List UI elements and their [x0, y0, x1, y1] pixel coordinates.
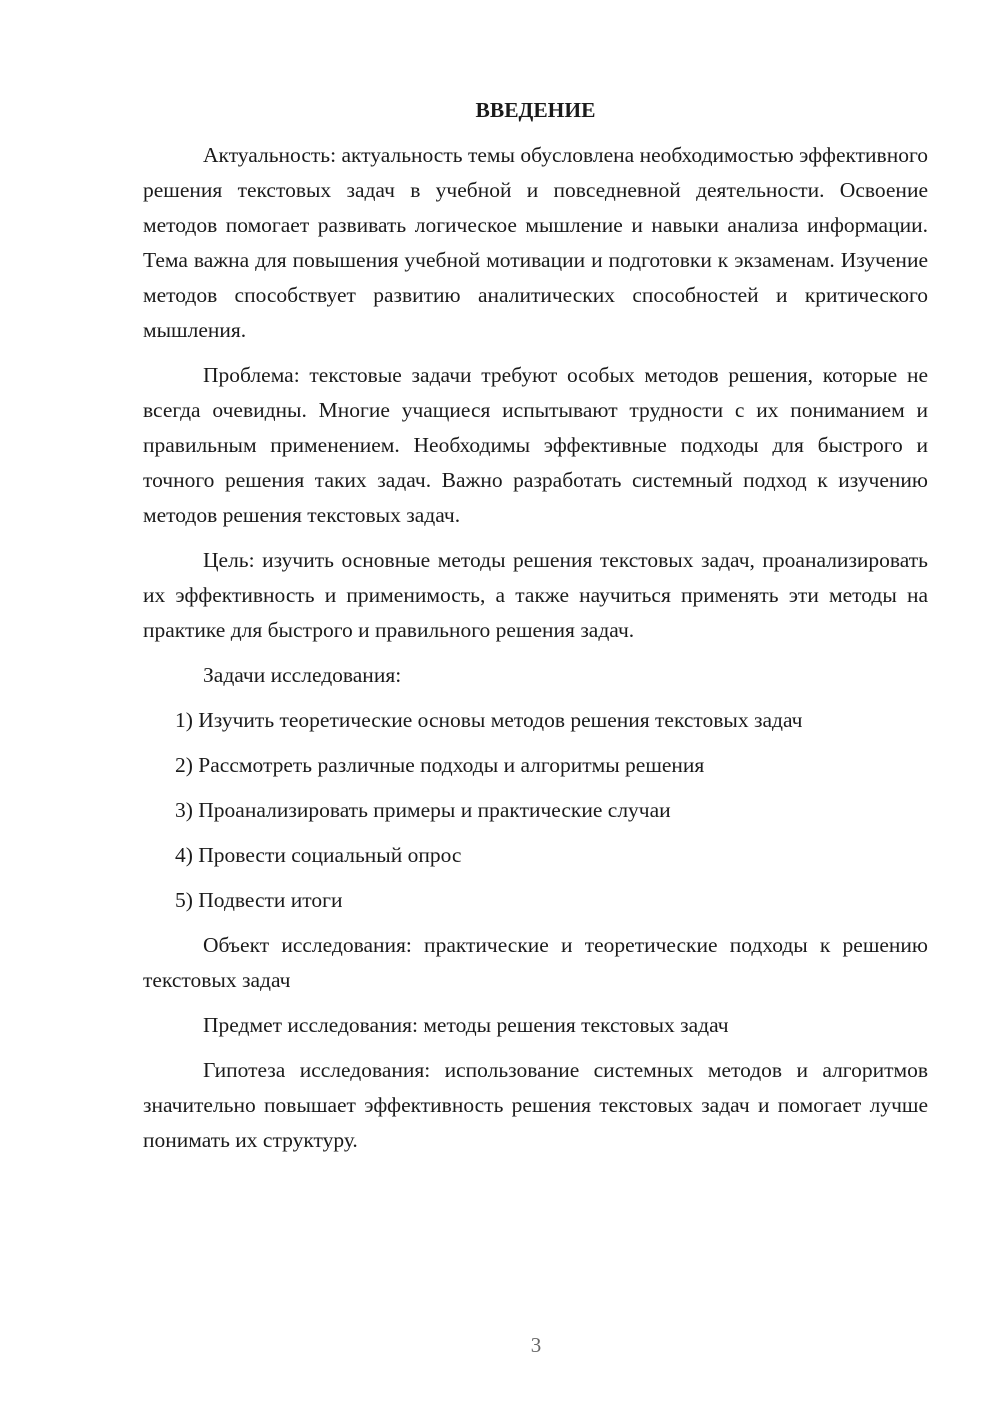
page-number: 3	[530, 1333, 542, 1357]
tasks-list	[143, 703, 928, 918]
tasks-heading: Задачи исследования:	[203, 663, 402, 687]
object-paragraph: Объект исследования: практические и теоретические подходы к решению текстовых задач	[143, 933, 928, 992]
subject-paragraph: Предмет исследования: методы решения текстовых задач	[203, 1013, 729, 1037]
list-item: 5) Подвести итоги	[175, 888, 343, 912]
list-item: 3) Проанализировать примеры и практические случаи	[175, 798, 671, 822]
list-item: 2) Рассмотреть различные подходы и алгоритмы решения	[175, 753, 705, 777]
hypothesis-paragraph: Гипотеза исследования: использование системных методов и алгоритмов значительно повышает эффективность решения текстовых задач и помогает лучше понимать их структуру.	[143, 1058, 928, 1152]
list-item: 4) Провести социальный опрос	[175, 843, 462, 867]
list-item: 1) Изучить теоретические основы методов решения текстовых задач	[175, 708, 803, 732]
goal-paragraph: Цель: изучить основные методы решения текстовых задач, проанализировать их эффективность и применимость, а также научиться применять эти методы на практике для быстрого и правильного решения задач.	[143, 548, 928, 642]
page-title: ВВЕДЕНИЕ	[475, 98, 596, 122]
problem-paragraph: Проблема: текстовые задачи требуют особых методов решения, которые не всегда очевидны. Многие учащиеся испытывают трудности с их пониманием и правильным применением. Необходимы эффективные подходы для быстрого и точного решения таких задач. Важно разработать системный подход к изучению методов решения текстовых задач.	[143, 363, 928, 527]
relevance-paragraph: Актуальность: актуальность темы обусловлена необходимостью эффективного решения текстовых задач в учебной и повседневной деятельности. Освоение методов помогает развивать логическое мышление и навыки анализа информации. Тема важна для повышения учебной мотивации и подготовки к экзаменам. Изучение методов способствует развитию аналитических способностей и критического мышления.	[143, 143, 928, 342]
page-content	[143, 93, 928, 1168]
